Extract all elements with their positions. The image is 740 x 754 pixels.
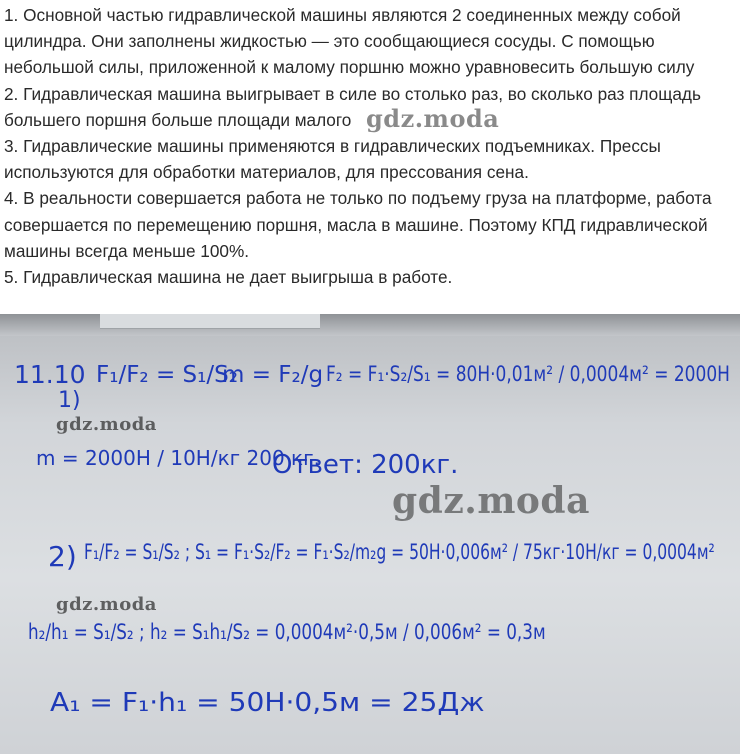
answer-1: Ответ: 200кг. bbox=[272, 450, 459, 480]
answer-line: 1. Основной частью гидравлической машины являются 2 соединенных между собой bbox=[4, 5, 681, 25]
watermark: gdz.moda bbox=[366, 104, 500, 133]
force-formula: F₂ = F₁·S₂/S₁ = 80Н·0,01м² / 0,0004м² = 2000Н bbox=[326, 362, 730, 386]
answer-line: используются для обработки материалов, для прессования сена. bbox=[4, 162, 529, 183]
height-formula: h₂/h₁ = S₁/S₂ ; h₂ = S₁h₁/S₂ = 0,0004м²·0,5м / 0,006м² = 0,3м bbox=[28, 620, 546, 644]
answer-line: 3. Гидравлические машины применяются в гидравлических подъемниках. Прессы bbox=[4, 136, 661, 157]
answer-line: цилиндра. Они заполнены жидкостью — это сообщающиеся сосуды. С помощью bbox=[4, 31, 655, 52]
watermark: gdz.moda bbox=[56, 414, 157, 435]
work-formula: A₁ = F₁·h₁ = 50Н·0,5м = 25Дж bbox=[50, 688, 485, 718]
answer-line: машины всегда меньше 100%. bbox=[4, 240, 250, 261]
answer-line: 2. Гидравлическая машина выигрывает в силе во столько раз, во сколько раз площадь bbox=[4, 83, 701, 104]
watermark: gdz.moda bbox=[56, 594, 157, 615]
mass-formula: m = F₂/g bbox=[222, 362, 324, 388]
area-formula: F₁/F₂ = S₁/S₂ ; S₁ = F₁·S₂/F₂ = F₁·S₂/m₂g = 50Н·0,006м² / 75кг·10Н/кг = 0,0004м² bbox=[84, 540, 715, 564]
handwritten-solution-photo bbox=[0, 314, 740, 754]
answer-text-block bbox=[4, 2, 738, 290]
answer-line: совершается по перемещению поршня, масла в машине. Поэтому КПД гидравлической bbox=[4, 214, 708, 235]
part1-label: 1) bbox=[58, 388, 81, 413]
answer-line: большего поршня больше площади малого bbox=[4, 109, 352, 130]
part2-label: 2) bbox=[48, 540, 77, 573]
problem-number: 11.10 bbox=[14, 360, 86, 389]
ratio-formula: F₁/F₂ = S₁/S₂ bbox=[96, 362, 238, 388]
watermark: gdz.moda bbox=[392, 480, 590, 522]
paper-tab bbox=[100, 314, 320, 329]
answer-line: 4. В реальности совершается работа не только по подъему груза на платформе, работа bbox=[4, 188, 712, 209]
answer-line: небольшой силы, приложенной к малому поршню можно уравновесить большую силу bbox=[4, 57, 695, 78]
mass-calculation: m = 2000Н / 10Н/кг 200 кг. bbox=[36, 446, 320, 470]
answer-line: 5. Гидравлическая машина не дает выигрыша в работе. bbox=[4, 267, 453, 288]
